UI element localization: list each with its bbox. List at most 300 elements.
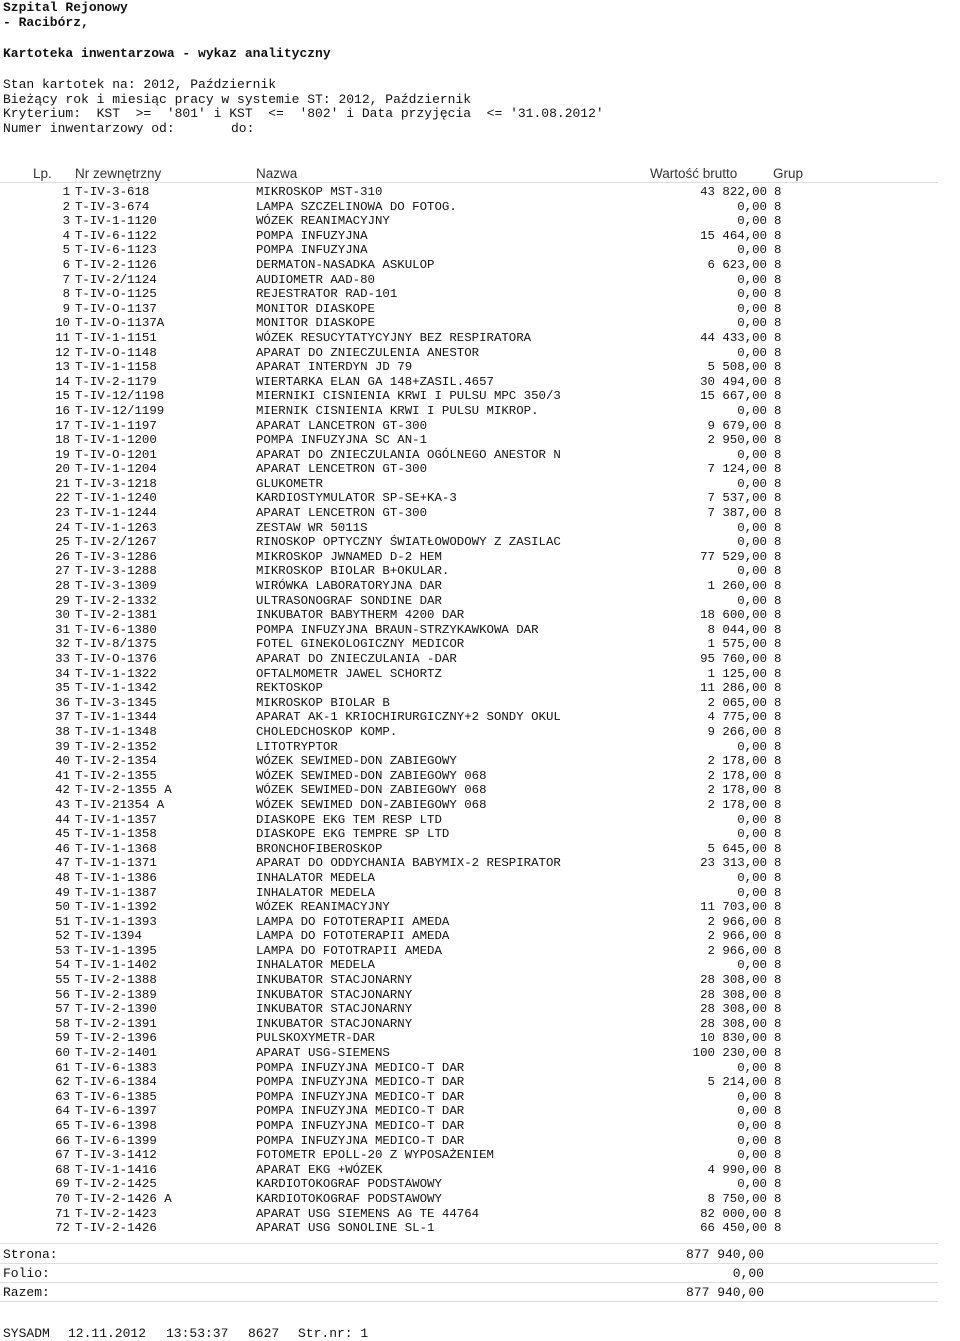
row-group: 8	[774, 360, 782, 375]
row-lp: 16	[55, 403, 70, 418]
table-row	[0, 1192, 960, 1207]
row-item-name: GLUKOMETR	[256, 476, 323, 491]
row-gross-value: 0,00	[737, 1133, 767, 1148]
table-row	[0, 769, 960, 784]
row-lp: 5	[62, 243, 70, 258]
row-item-name: LAMPA DO FOTOTERAPII AMEDA	[256, 929, 450, 944]
razem-label: Razem:	[3, 1285, 50, 1300]
row-lp: 23	[55, 506, 70, 521]
row-external-number: T-IV-1-1342	[75, 681, 157, 696]
row-lp: 31	[55, 622, 70, 637]
row-gross-value: 0,00	[737, 1060, 767, 1075]
row-group: 8	[774, 403, 782, 418]
row-lp: 35	[55, 681, 70, 696]
row-group: 8	[774, 1060, 782, 1075]
row-item-name: WÓZEK SEWIMED DON-ZABIEGOWY 068	[256, 797, 487, 812]
row-external-number: T-IV-6-1399	[75, 1133, 157, 1148]
row-external-number: T-IV-2-1355	[75, 768, 157, 783]
row-gross-value: 30 494,00	[700, 374, 767, 389]
row-gross-value: 0,00	[737, 1104, 767, 1119]
row-external-number: T-IV-1-1200	[75, 433, 157, 448]
folio-label: Folio:	[3, 1266, 50, 1281]
row-lp: 33	[55, 652, 70, 666]
row-lp: 14	[55, 374, 70, 389]
footer-date: 12.11.2012	[68, 1326, 147, 1341]
strona-label: Strona:	[3, 1247, 58, 1262]
row-lp: 47	[55, 856, 70, 871]
folio-value: 0,00	[732, 1266, 764, 1281]
row-gross-value: 28 308,00	[700, 1016, 767, 1031]
table-row	[0, 1163, 960, 1178]
row-external-number: T-IV-2-1390	[75, 1002, 157, 1017]
row-item-name: POMPA INFUZYJNA	[256, 228, 368, 243]
row-external-number: T-IV-1-1204	[75, 462, 157, 477]
row-item-name: INHALATOR MEDELA	[256, 885, 375, 900]
row-gross-value: 0,00	[737, 885, 767, 900]
row-external-number: T-IV-2-1401	[75, 1046, 157, 1061]
summary-divider	[0, 1243, 938, 1244]
table-row	[0, 900, 960, 915]
row-gross-value: 2 178,00	[707, 754, 767, 769]
row-gross-value: 0,00	[737, 345, 767, 360]
table-row	[0, 185, 960, 200]
row-lp: 38	[55, 724, 70, 739]
row-lp: 53	[55, 943, 70, 958]
row-group: 8	[774, 914, 782, 929]
row-external-number: T-IV-3-1286	[75, 549, 157, 564]
row-item-name: APARAT DO ZNIECZULENIA ANESTOR	[256, 345, 480, 360]
row-group: 8	[774, 330, 782, 345]
table-row	[0, 754, 960, 769]
row-gross-value: 43 822,00	[700, 185, 767, 199]
row-lp: 49	[55, 885, 70, 900]
row-lp: 21	[55, 476, 70, 491]
row-lp: 29	[55, 593, 70, 608]
table-row	[0, 1017, 960, 1032]
row-item-name: APARAT DO ODDYCHANIA BABYMIX-2 RESPIRATOR	[256, 856, 561, 871]
row-gross-value: 9 266,00	[707, 724, 767, 739]
row-gross-value: 1 260,00	[707, 579, 767, 594]
row-item-name: LAMPA DO FOTOTRAPII AMEDA	[256, 943, 442, 958]
row-external-number: T-IV-3-674	[75, 199, 150, 214]
row-group: 8	[774, 535, 782, 550]
row-group: 8	[774, 476, 782, 491]
row-item-name: LAMPA SZCZELINOWA DO FOTOG.	[256, 199, 457, 214]
row-item-name: POMPA INFUZYJNA MEDICO-T DAR	[256, 1104, 465, 1119]
table-row	[0, 798, 960, 813]
row-group: 8	[774, 433, 782, 448]
table-row	[0, 623, 960, 638]
row-group: 8	[774, 1148, 782, 1163]
row-external-number: T-IV-12/1199	[75, 403, 165, 418]
row-gross-value: 0,00	[737, 214, 767, 229]
column-header-nr: Nr zewnętrzny	[75, 166, 162, 181]
row-item-name: POMPA INFUZYJNA MEDICO-T DAR	[256, 1133, 465, 1148]
table-row	[0, 988, 960, 1003]
row-item-name: POMPA INFUZYJNA MEDICO-T DAR	[256, 1119, 465, 1133]
table-row	[0, 740, 960, 755]
row-gross-value: 5 508,00	[707, 360, 767, 375]
row-external-number: T-IV-2-1396	[75, 1031, 157, 1046]
hospital-name: Szpital Rejonowy	[3, 0, 128, 15]
row-lp: 13	[55, 360, 70, 375]
row-lp: 8	[62, 287, 70, 302]
row-gross-value: 2 950,00	[707, 433, 767, 448]
row-item-name: MIKROSKOP MST-310	[256, 185, 383, 199]
row-group: 8	[774, 666, 782, 681]
row-item-name: INHALATOR MEDELA	[256, 870, 375, 885]
row-item-name: DIASKOPE EKG TEMPRE SP LTD	[256, 827, 450, 842]
table-row	[0, 331, 960, 346]
row-lp: 11	[55, 330, 70, 345]
row-gross-value: 2 065,00	[707, 695, 767, 710]
row-external-number: T-IV-2/1124	[75, 272, 157, 287]
row-group: 8	[774, 1104, 782, 1119]
summary-divider	[0, 1282, 938, 1283]
row-item-name: REJESTRATOR RAD-101	[256, 287, 398, 302]
row-lp: 1	[62, 185, 70, 199]
row-group: 8	[774, 1162, 782, 1177]
row-gross-value: 0,00	[737, 870, 767, 885]
row-group: 8	[774, 900, 782, 915]
row-lp: 28	[55, 579, 70, 594]
row-item-name: APARAT LANCETRON GT-300	[256, 418, 428, 433]
table-row	[0, 1134, 960, 1149]
razem-value: 877 940,00	[685, 1285, 764, 1300]
row-gross-value: 4 775,00	[707, 710, 767, 725]
table-row	[0, 842, 960, 857]
row-lp: 27	[55, 564, 70, 579]
table-row	[0, 681, 960, 696]
row-group: 8	[774, 228, 782, 243]
table-row	[0, 929, 960, 944]
row-lp: 61	[55, 1060, 70, 1075]
row-external-number: T-IV-1-1402	[75, 958, 157, 973]
row-gross-value: 95 760,00	[700, 652, 767, 666]
row-external-number: T-IV-1-1158	[75, 360, 157, 375]
status-line: Stan kartotek na: 2012, Październik	[3, 77, 277, 92]
row-lp: 70	[55, 1191, 70, 1206]
column-header-lp: Lp.	[33, 166, 52, 181]
row-gross-value: 7 387,00	[707, 506, 767, 521]
row-external-number: T-IV-3-618	[75, 185, 150, 199]
row-gross-value: 10 830,00	[700, 1031, 767, 1046]
row-item-name: LAMPA DO FOTOTERAPII AMEDA	[256, 914, 450, 929]
row-item-name: KARDIOTOKOGRAF PODSTAWOWY	[256, 1177, 442, 1192]
table-row	[0, 535, 960, 550]
row-external-number: T-IV-O-1148	[75, 345, 157, 360]
row-item-name: LITOTRYPTOR	[256, 739, 338, 754]
table-row	[0, 783, 960, 798]
table-row	[0, 871, 960, 886]
row-external-number: T-IV-2-1391	[75, 1016, 157, 1031]
row-lp: 17	[55, 418, 70, 433]
row-gross-value: 7 537,00	[707, 491, 767, 506]
row-group: 8	[774, 1191, 782, 1206]
row-external-number: T-IV-1-1344	[75, 710, 157, 725]
row-lp: 20	[55, 462, 70, 477]
row-external-number: T-IV-2/1267	[75, 535, 157, 550]
row-gross-value: 0,00	[737, 520, 767, 535]
row-lp: 30	[55, 608, 70, 623]
row-gross-value: 28 308,00	[700, 973, 767, 988]
row-group: 8	[774, 710, 782, 725]
row-group: 8	[774, 856, 782, 871]
table-row	[0, 1002, 960, 1017]
row-item-name: WIERTARKA ELAN GA 148+ZASIL.4657	[256, 374, 494, 389]
row-lp: 64	[55, 1104, 70, 1119]
table-row	[0, 667, 960, 682]
row-gross-value: 100 230,00	[692, 1046, 767, 1061]
row-external-number: T-IV-1-1120	[75, 214, 157, 229]
row-external-number: T-IV-1-1357	[75, 812, 157, 827]
column-header-group: Grup	[773, 166, 804, 181]
row-gross-value: 23 313,00	[700, 856, 767, 871]
row-group: 8	[774, 1002, 782, 1017]
row-external-number: T-IV-6-1398	[75, 1119, 157, 1133]
table-row	[0, 200, 960, 215]
criteria-line: Kryterium: KST >= '801' i KST <= '802' i Data przyjęcia <= '31.08.2012'	[3, 106, 604, 121]
row-gross-value: 0,00	[737, 1148, 767, 1163]
row-item-name: KARDIOSTYMULATOR SP-SE+KA-3	[256, 491, 457, 506]
row-lp: 25	[55, 535, 70, 550]
row-external-number: T-IV-1-1322	[75, 666, 157, 681]
header-divider	[0, 182, 938, 183]
row-external-number: T-IV-1-1387	[75, 885, 157, 900]
row-item-name: FOTOMETR EPOLL-20 Z WYPOSAŻENIEM	[256, 1148, 494, 1163]
row-external-number: T-IV-3-1218	[75, 476, 157, 491]
column-header-value: Wartość brutto	[650, 166, 738, 181]
row-item-name: APARAT DO ZNIECZULANIA -DAR	[256, 652, 457, 666]
summary-divider	[0, 1301, 938, 1302]
row-lp: 56	[55, 987, 70, 1002]
table-row	[0, 1177, 960, 1192]
row-external-number: T-IV-2-1332	[75, 593, 157, 608]
row-item-name: INKUBATOR STACJONARNY	[256, 1016, 413, 1031]
table-row	[0, 389, 960, 404]
table-row	[0, 1046, 960, 1061]
row-group: 8	[774, 929, 782, 944]
row-gross-value: 0,00	[737, 1177, 767, 1192]
row-group: 8	[774, 418, 782, 433]
row-lp: 43	[55, 797, 70, 812]
row-lp: 32	[55, 637, 70, 652]
row-external-number: T-IV-2-1126	[75, 257, 157, 272]
row-lp: 39	[55, 739, 70, 754]
row-item-name: CHOLEDCHOSKOP KOMP.	[256, 724, 398, 739]
row-item-name: APARAT INTERDYN JD 79	[256, 360, 413, 375]
row-gross-value: 0,00	[737, 827, 767, 842]
row-item-name: APARAT USG SONOLINE SL-1	[256, 1221, 435, 1236]
row-gross-value: 0,00	[737, 403, 767, 418]
row-group: 8	[774, 827, 782, 842]
row-external-number: T-IV-2-1388	[75, 973, 157, 988]
row-external-number: T-IV-3-1288	[75, 564, 157, 579]
row-external-number: T-IV-6-1397	[75, 1104, 157, 1119]
row-item-name: POMPA INFUZYJNA SC AN-1	[256, 433, 428, 448]
row-lp: 50	[55, 900, 70, 915]
table-row	[0, 1075, 960, 1090]
row-group: 8	[774, 593, 782, 608]
row-group: 8	[774, 462, 782, 477]
row-item-name: WÓZEK SEWIMED-DON ZABIEGOWY 068	[256, 783, 487, 798]
row-item-name: DERMATON-NASADKA ASKULOP	[256, 257, 435, 272]
row-gross-value: 0,00	[737, 447, 767, 462]
row-group: 8	[774, 579, 782, 594]
row-group: 8	[774, 1031, 782, 1046]
row-lp: 26	[55, 549, 70, 564]
row-lp: 72	[55, 1221, 70, 1236]
row-gross-value: 7 124,00	[707, 462, 767, 477]
row-group: 8	[774, 958, 782, 973]
table-row	[0, 448, 960, 463]
table-row	[0, 1090, 960, 1105]
row-group: 8	[774, 185, 782, 199]
row-lp: 46	[55, 841, 70, 856]
row-lp: 54	[55, 958, 70, 973]
row-group: 8	[774, 549, 782, 564]
row-item-name: ULTRASONOGRAF SONDINE DAR	[256, 593, 442, 608]
row-gross-value: 2 966,00	[707, 914, 767, 929]
row-external-number: T-IV-1-1393	[75, 914, 157, 929]
row-external-number: T-IV-2-1425	[75, 1177, 157, 1192]
row-group: 8	[774, 243, 782, 258]
table-row	[0, 462, 960, 477]
table-row	[0, 827, 960, 842]
table-row	[0, 360, 960, 375]
table-row	[0, 258, 960, 273]
row-item-name: BRONCHOFIBEROSKOP	[256, 841, 383, 856]
row-lp: 71	[55, 1206, 70, 1221]
row-item-name: POMPA INFUZYJNA BRAUN-STRZYKAWKOWA DAR	[256, 622, 539, 637]
row-lp: 60	[55, 1046, 70, 1061]
row-group: 8	[774, 506, 782, 521]
table-row	[0, 856, 960, 871]
row-item-name: MIKROSKOP BIOLAR B	[256, 695, 390, 710]
row-external-number: T-IV-1-1348	[75, 724, 157, 739]
table-row	[0, 287, 960, 302]
table-row	[0, 710, 960, 725]
table-row	[0, 958, 960, 973]
row-item-name: WÓZEK REANIMACYJNY	[256, 214, 390, 229]
row-external-number: T-IV-6-1122	[75, 228, 157, 243]
row-lp: 68	[55, 1162, 70, 1177]
row-group: 8	[774, 1089, 782, 1104]
table-row	[0, 229, 960, 244]
row-gross-value: 0,00	[737, 287, 767, 302]
row-group: 8	[774, 870, 782, 885]
row-lp: 41	[55, 768, 70, 783]
table-row	[0, 346, 960, 361]
row-lp: 37	[55, 710, 70, 725]
row-item-name: APARAT LENCETRON GT-300	[256, 506, 428, 521]
table-row	[0, 316, 960, 331]
footer-page: Str.nr: 1	[298, 1326, 369, 1341]
row-gross-value: 0,00	[737, 476, 767, 491]
row-gross-value: 9 679,00	[707, 418, 767, 433]
row-external-number: T-IV-1-1392	[75, 900, 157, 915]
row-lp: 51	[55, 914, 70, 929]
row-group: 8	[774, 345, 782, 360]
footer-time: 13:53:37	[166, 1326, 229, 1341]
row-group: 8	[774, 214, 782, 229]
row-lp: 45	[55, 827, 70, 842]
row-group: 8	[774, 812, 782, 827]
row-external-number: T-IV-O-1376	[75, 652, 157, 666]
row-gross-value: 0,00	[737, 564, 767, 579]
row-item-name: PULSKOXYMETR-DAR	[256, 1031, 375, 1046]
table-row	[0, 506, 960, 521]
row-gross-value: 1 125,00	[707, 666, 767, 681]
row-item-name: WÓZEK RESUCYTATYCYJNY BEZ RESPIRATORA	[256, 330, 532, 345]
row-gross-value: 0,00	[737, 199, 767, 214]
row-group: 8	[774, 608, 782, 623]
row-group: 8	[774, 1075, 782, 1090]
row-group: 8	[774, 768, 782, 783]
row-external-number: T-IV-21354 A	[75, 797, 165, 812]
row-external-number: T-IV-2-1389	[75, 987, 157, 1002]
row-item-name: INKUBATOR STACJONARNY	[256, 973, 413, 988]
row-group: 8	[774, 257, 782, 272]
row-lp: 7	[62, 272, 70, 287]
row-gross-value: 0,00	[737, 812, 767, 827]
row-gross-value: 77 529,00	[700, 549, 767, 564]
row-gross-value: 11 703,00	[700, 900, 767, 915]
hospital-city: - Racibórz,	[3, 15, 89, 30]
table-row	[0, 419, 960, 434]
row-item-name: RINOSKOP OPTYCZNY ŚWIATŁOWODOWY Z ZASILAC	[256, 535, 561, 550]
row-group: 8	[774, 637, 782, 652]
row-gross-value: 4 990,00	[707, 1162, 767, 1177]
row-group: 8	[774, 724, 782, 739]
table-row	[0, 404, 960, 419]
row-item-name: POMPA INFUZYJNA MEDICO-T DAR	[256, 1075, 465, 1090]
inventory-from-label: Numer inwentarzowy od:	[3, 121, 175, 136]
row-group: 8	[774, 389, 782, 404]
row-group: 8	[774, 1016, 782, 1031]
row-lp: 52	[55, 929, 70, 944]
row-item-name: MIERNIK CISNIENIA KRWI I PULSU MIKROP.	[256, 403, 539, 418]
row-group: 8	[774, 520, 782, 535]
row-item-name: APARAT USG SIEMENS AG TE 44764	[256, 1206, 480, 1221]
row-lp: 67	[55, 1148, 70, 1163]
inventory-table	[0, 185, 960, 1236]
row-lp: 18	[55, 433, 70, 448]
row-item-name: MONITOR DIASKOPE	[256, 316, 375, 331]
row-group: 8	[774, 374, 782, 389]
row-group: 8	[774, 841, 782, 856]
row-item-name: INKUBATOR STACJONARNY	[256, 987, 413, 1002]
row-gross-value: 2 178,00	[707, 768, 767, 783]
row-item-name: APARAT LENCETRON GT-300	[256, 462, 428, 477]
row-group: 8	[774, 754, 782, 769]
row-lp: 44	[55, 812, 70, 827]
table-row	[0, 579, 960, 594]
row-item-name: APARAT EKG +WÓZEK	[256, 1162, 383, 1177]
row-gross-value: 1 575,00	[707, 637, 767, 652]
row-gross-value: 2 966,00	[707, 929, 767, 944]
row-gross-value: 8 044,00	[707, 622, 767, 637]
row-gross-value: 66 450,00	[700, 1221, 767, 1236]
row-external-number: T-IV-2-1381	[75, 608, 157, 623]
row-lp: 59	[55, 1031, 70, 1046]
row-group: 8	[774, 943, 782, 958]
row-external-number: T-IV-1394	[75, 929, 142, 944]
row-gross-value: 0,00	[737, 739, 767, 754]
row-item-name: ZESTAW WR 5011S	[256, 520, 368, 535]
row-item-name: INKUBATOR BABYTHERM 4200 DAR	[256, 608, 465, 623]
row-external-number: T-IV-O-1137A	[75, 316, 165, 331]
